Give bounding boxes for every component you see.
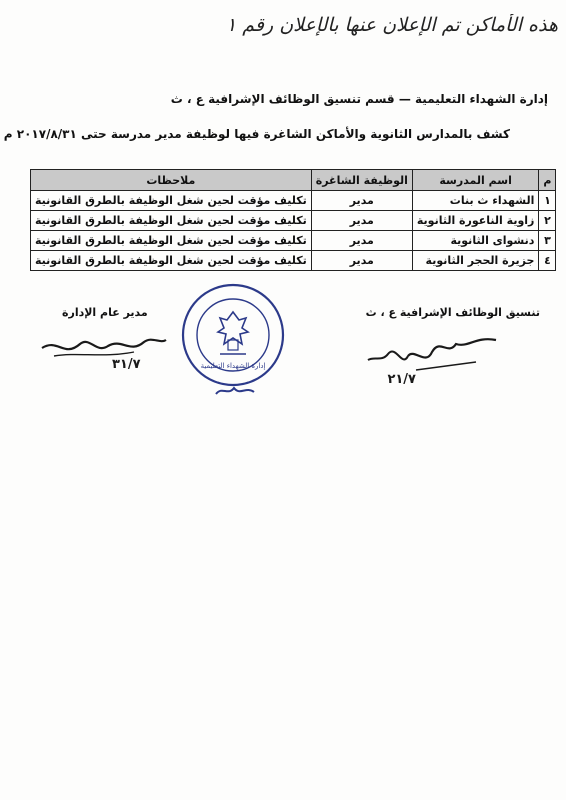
handwritten-note: هذه الأماكن تم الإعلان عنها بالإعلان رقم ١ (226, 14, 558, 36)
header-job: الوظيفة الشاغرة (311, 170, 412, 191)
row-job: مدير (311, 191, 412, 211)
director-signature (34, 324, 174, 370)
header-school: اسم المدرسة (412, 170, 539, 191)
table-row (31, 211, 556, 231)
stamp-mark (214, 384, 256, 398)
row-job: مدير (311, 231, 412, 251)
row-school: جزيرة الحجر الثانوية (412, 251, 539, 271)
table-row (31, 231, 556, 251)
row-notes: تكليف مؤقت لحين شغل الوظيفة بالطرق القانونية (31, 251, 312, 271)
row-job: مدير (311, 251, 412, 271)
row-school: الشهداء ث بنات (412, 191, 539, 211)
row-num: ١ (539, 191, 556, 211)
row-num: ٣ (539, 231, 556, 251)
coordination-signature (356, 326, 506, 386)
vacancies-table (30, 169, 556, 271)
table-row (31, 191, 556, 211)
row-notes: تكليف مؤقت لحين شغل الوظيفة بالطرق القانونية (31, 211, 312, 231)
coordination-signature-date: ٢١/٧ (387, 372, 416, 386)
row-notes: تكليف مؤقت لحين شغل الوظيفة بالطرق القانونية (31, 191, 312, 211)
document-subtitle: كشف بالمدارس الثانوية والأماكن الشاغرة فيها لوظيفة مدير مدرسة حتى ٢٠١٧/٨/٣١ م (3, 127, 510, 141)
table-row (31, 251, 556, 271)
document-header: إدارة الشهداء التعليمية — قسم تنسيق الوظائف الإشرافية ع ، ث (170, 92, 548, 106)
official-seal (180, 282, 286, 388)
row-num: ٢ (539, 211, 556, 231)
coordination-signature-label: تنسيق الوظائف الإشرافية ع ، ث (365, 306, 540, 319)
header-num: م (539, 170, 556, 191)
eagle-icon (218, 312, 248, 344)
table-header-row (31, 170, 556, 191)
row-job: مدير (311, 211, 412, 231)
seal-text: إدارة الشهداء التعليمية (200, 362, 266, 370)
row-num: ٤ (539, 251, 556, 271)
director-signature-label: مدير عام الإدارة (62, 306, 148, 319)
director-signature-date: ٣١/٧ (112, 357, 141, 370)
row-school: زاوية الناعورة الثانوية (412, 211, 539, 231)
row-notes: تكليف مؤقت لحين شغل الوظيفة بالطرق القانونية (31, 231, 312, 251)
header-notes: ملاحظات (31, 170, 312, 191)
row-school: دنشواى الثانوية (412, 231, 539, 251)
